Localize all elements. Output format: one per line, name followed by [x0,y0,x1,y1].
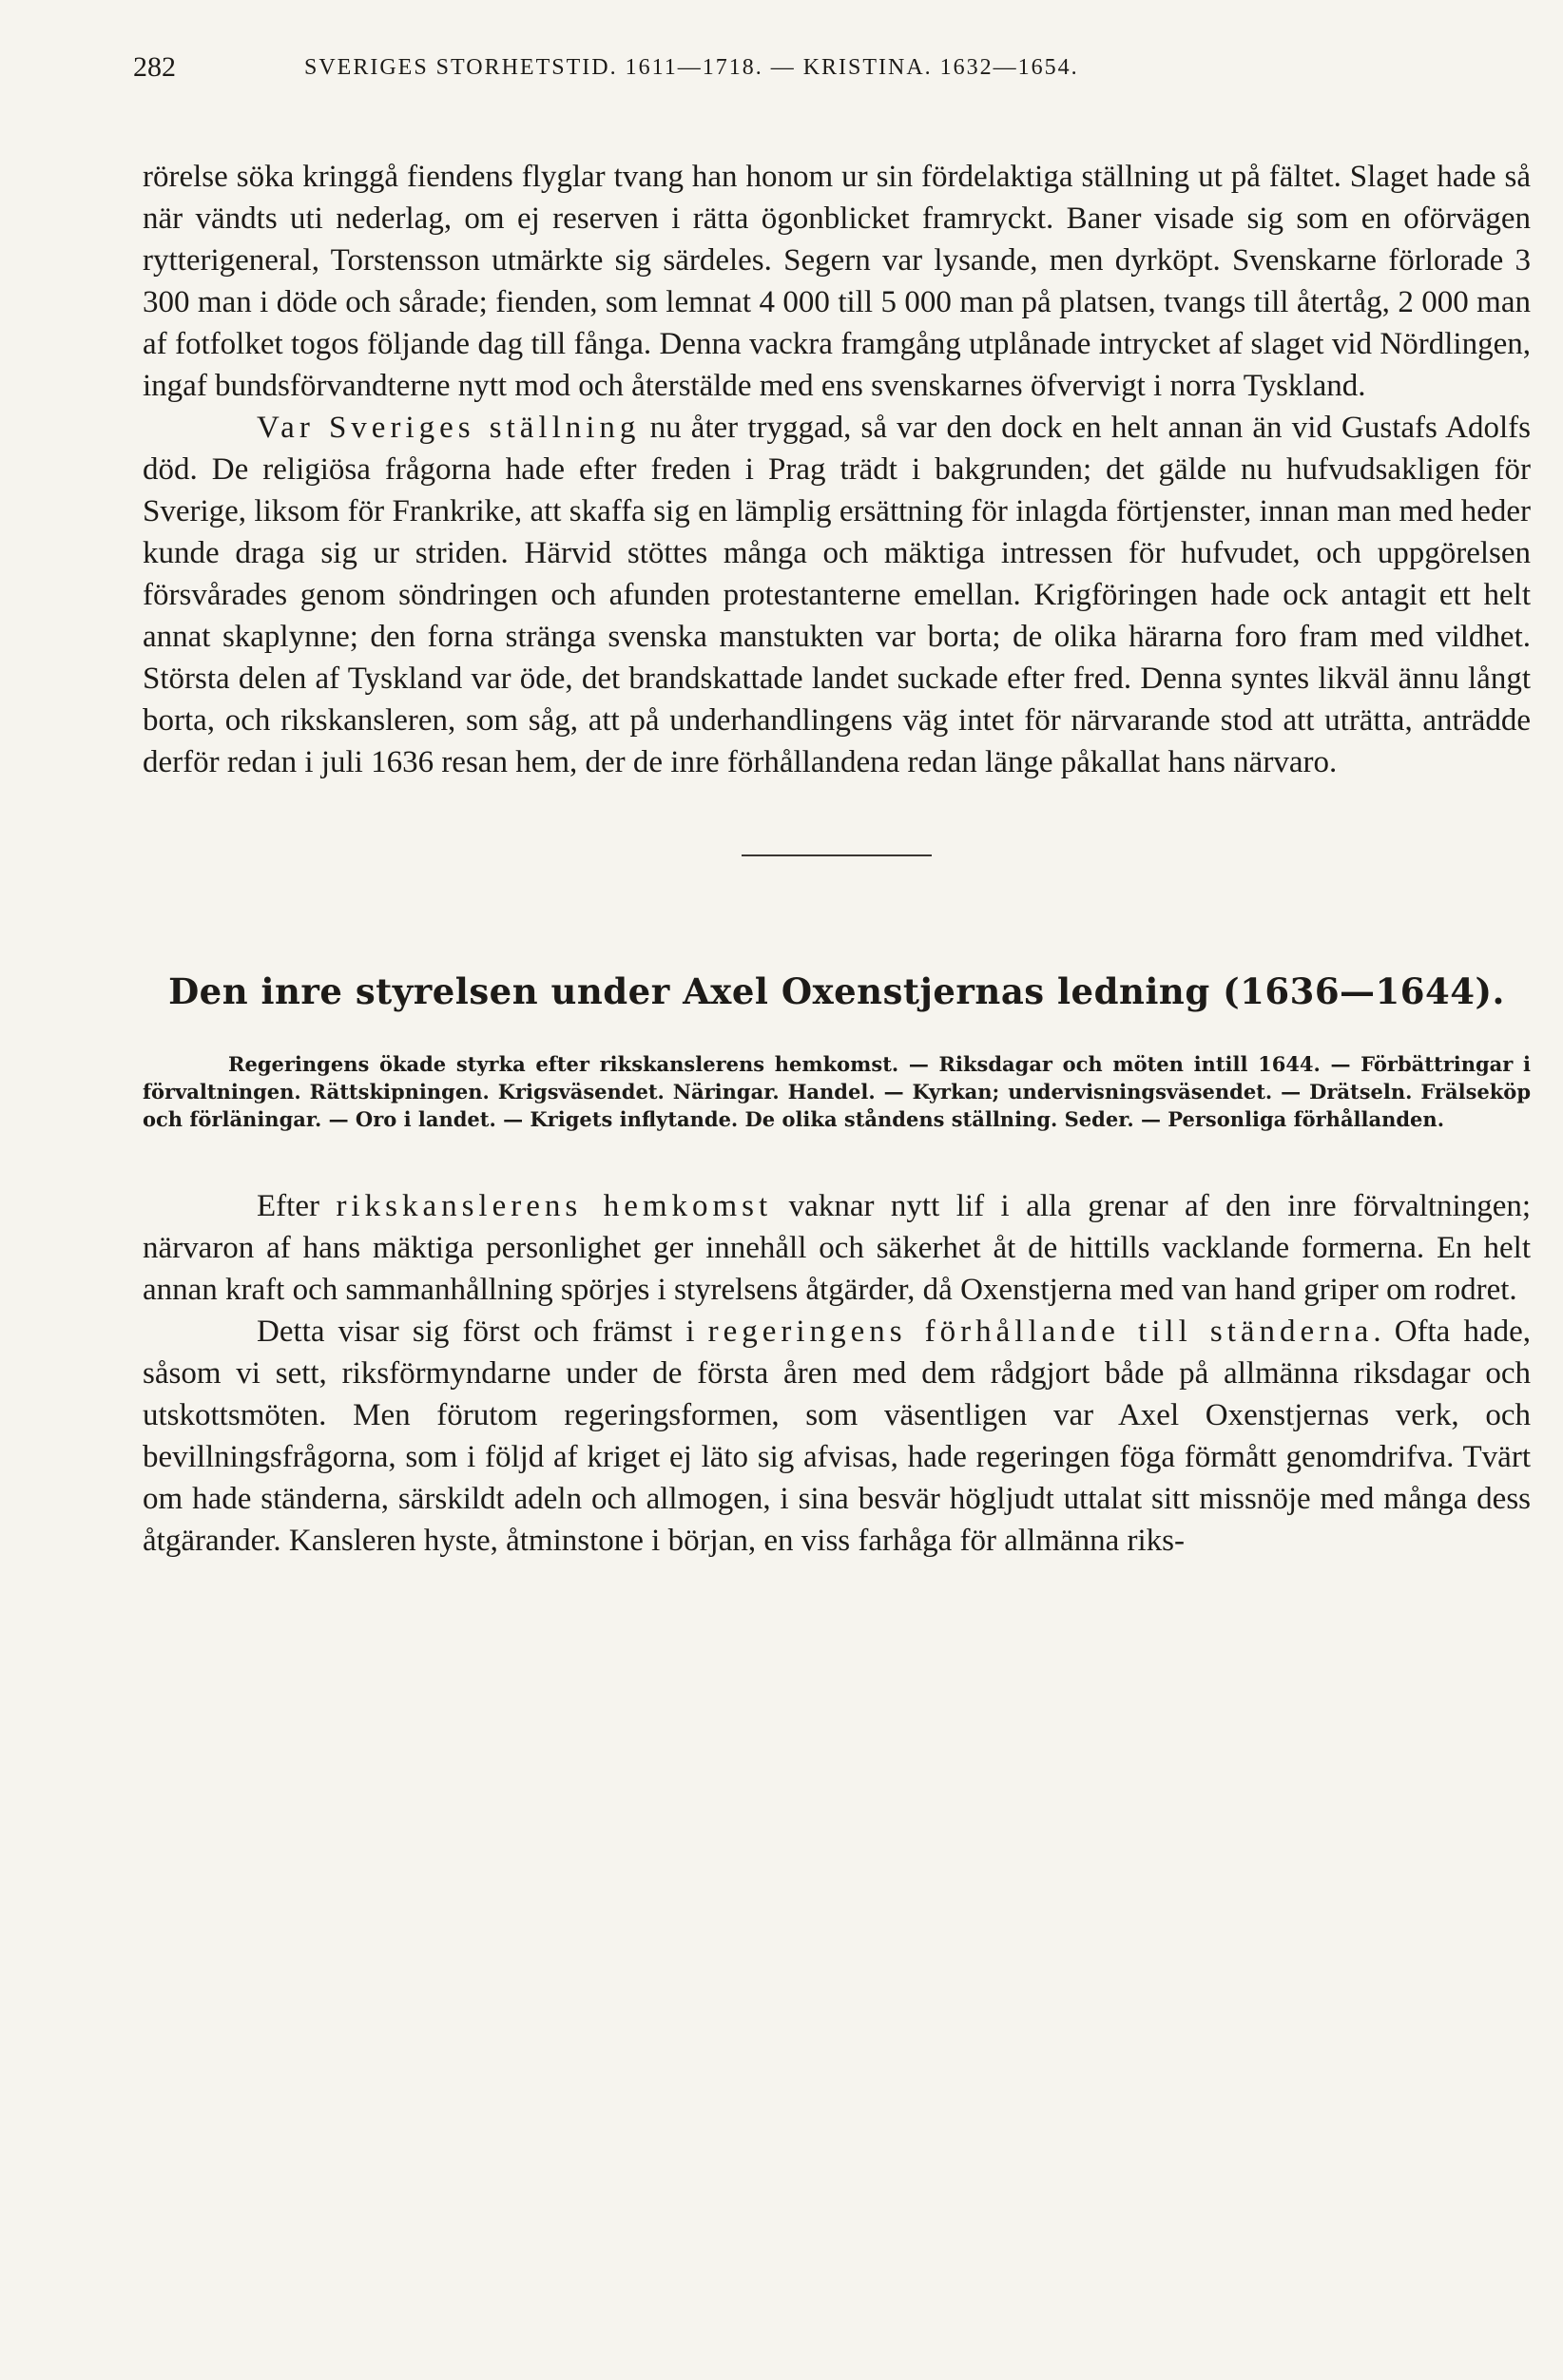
book-page [133,48,1532,1562]
top-text-block [143,156,1531,783]
paragraph-text: Detta visar sig först och främst i [257,1315,708,1349]
paragraph-text: rörelse söka kringgå fiendens flyglar tvang han honom ur sin fördelaktiga ställning ut på fältet. Slaget hade så när vändts uti nederlag, om ej reserven i rätta ögonblicket framryckt. Baner visade sig som en oförvägen rytterigeneral, Torstensson utmärkte sig särdeles. Segern var lysande, men dyrköpt. Svenskarne förlorade 3 300 man i döde och sårade; fienden, som lemnat 4 000 till 5 000 man på platsen, tvangs till återtåg, 2 000 man af fotfolket togos följande dag till fånga. Denna vackra framgång utplånade intrycket af slaget vid Nördlingen, ingaf bundsförvandterne nytt mod och återstälde med ens svenskarnes öfvervigt i norra Tyskland. [143,160,1531,403]
paragraph [143,156,1531,407]
emphasized-text: Var Sveriges ställning [257,411,641,445]
running-head [133,48,1531,89]
emphasized-text: rikskanslerens hemkomst [336,1189,773,1223]
page-number: 282 [133,51,176,83]
paragraph [143,407,1531,783]
section-summary: Regeringens ökade styrka efter rikskanslerens hemkomst. — Riksdagar och möten intill 1644. — Förbättringar i förvaltningen. Rättskipningen. Krigsväsendet. Näringar. Handel. — Kyrkan; undervisningsväsendet. — Drätseln. Frälseköp och förläningar. — Oro i landet. — Krigets inflytande. De olika ståndens ställning. Seder. — Personliga förhållanden. [143,1052,1531,1131]
paragraph [143,1311,1531,1562]
paragraph-text: nu åter tryggad, så var den dock en helt annan än vid Gustafs Adolfs död. De religiösa frågorna hade efter freden i Prag trädt i bakgrunden; det gälde nu hufvudsakligen för Sverige, liksom för Frankrike, att skaffa sig en lämplig ersättning för inlagda förtjenster, innan man med heder kunde draga sig ur striden. Härvid stöttes många och mäktiga intressen för hufvudet, och uppgörelsen försvårades genom söndringen och afunden protestanterne emellan. Krigföringen hade ock antagit ett helt annat skaplynne; den forna stränga svenska manstukten var borta; de olika härarna foro fram med vildhet. Största delen af Tyskland var öde, det brandskattade landet suckade efter fred. Denna syntes likväl ännu långt borta, och rikskansleren, som såg, att på underhandlingens väg intet för närvarande stod att uträtta, anträdde derför redan i juli 1636 resan hem, der de inre förhållandena redan länge påkallat hans närvaro. [143,411,1531,779]
section-title: Den inre styrelsen under Axel Oxenstjernas ledning (1636—1644). [168,970,1505,1012]
emphasized-text: regeringens förhållande till ständerna [707,1315,1374,1349]
paragraph [143,1185,1531,1311]
paragraph-text: . Ofta hade, såsom vi sett, riksförmyndarne under de första åren med dem rådgjort både på allmänna riksdagar och utskottsmöten. Men förutom regeringsformen, som väsentligen var Axel Oxenstjernas verk, och bevillningsfrågorna, som i följd af kriget ej läto sig afvisas, hade regeringen föga förmått genomdrifva. Tvärt om hade ständerna, särskildt adeln och allmogen, i sina besvär högljudt uttalat sitt missnöje med många dess åtgärander. Kansleren hyste, åtminstone i början, en viss farhåga för allmänna riks- [143,1315,1531,1558]
paragraph-text: vaknar nytt lif i alla grenar af den inre förvaltningen; närvaron af hans mäktiga personlighet ger innehåll och säkerhet åt de hittills vacklande formerna. En helt annan kraft och sammanhållning spörjes i styrelsens åtgärder, då Oxenstjerna med van hand griper om rodret. [143,1189,1532,1307]
paragraph-text: Efter [257,1189,337,1223]
section-divider [742,854,932,856]
running-head-title: SVERIGES STORHETSTID. 1611—1718. — KRISTINA. 1632—1654. [304,55,1079,80]
body-text-block [143,1185,1531,1562]
